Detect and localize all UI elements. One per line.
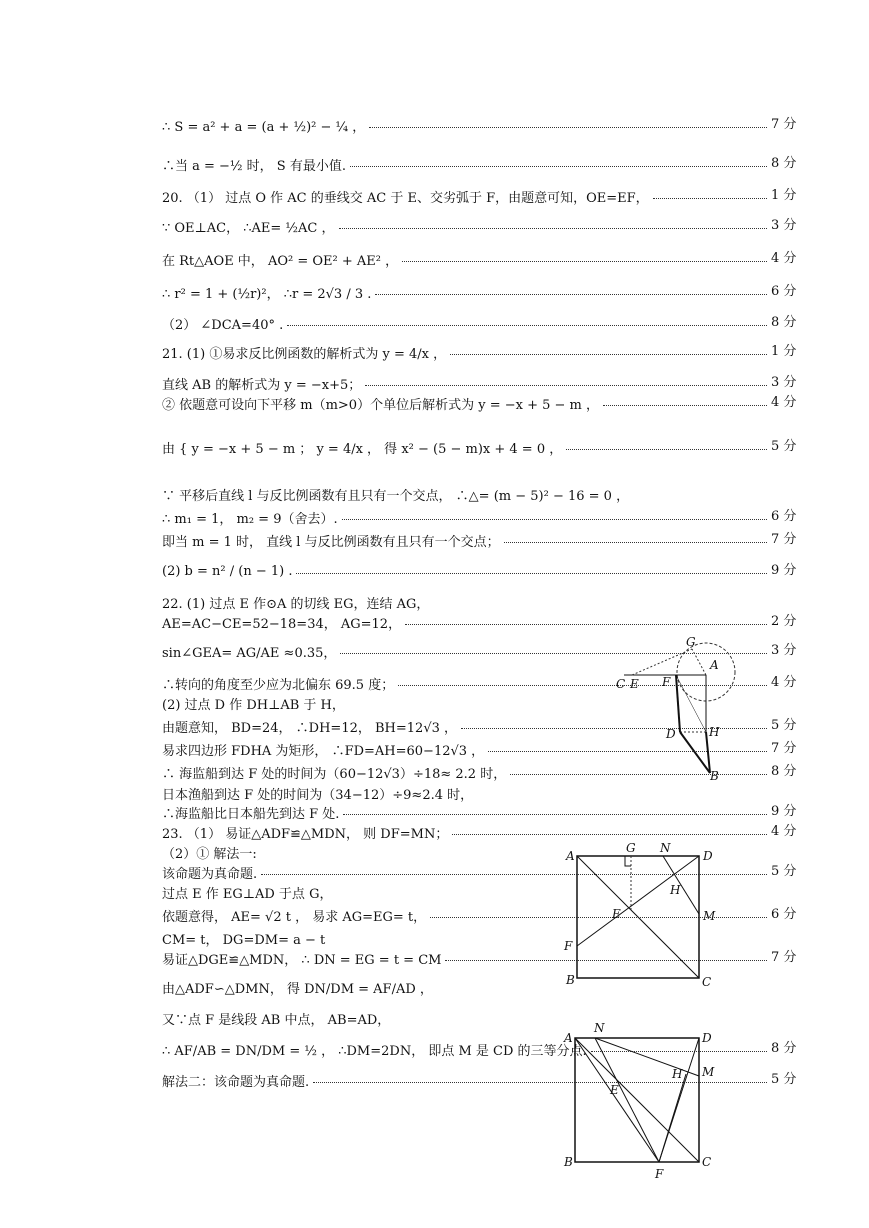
fig22-label-f: F	[662, 675, 671, 689]
answer-line	[162, 184, 797, 208]
fig23b-label-f: F	[655, 1167, 664, 1181]
leader-dots	[342, 519, 767, 520]
fig23a-label-e: E	[612, 907, 621, 921]
leader-dots	[405, 624, 767, 625]
score-label: 7 分	[771, 532, 797, 547]
leader-dots	[369, 127, 767, 128]
score-label: 4 分	[771, 251, 797, 266]
score-label: 4 分	[771, 675, 797, 690]
answer-line-text: ∴ AF/AB = DN/DM = ½ ， ∴DM=2DN， 即点 M 是 CD 的三等分点.	[162, 1043, 587, 1059]
fig23a-label-m: M	[703, 909, 716, 923]
score-label: 7 分	[771, 117, 797, 132]
answer-line-text: 直线 AB 的解析式为 y = −x+5；	[162, 377, 362, 393]
answer-line	[162, 482, 771, 506]
fig23a-label-d: D	[703, 849, 713, 863]
answer-line	[162, 152, 797, 176]
fig22-label-e: E	[630, 677, 639, 691]
score-label: 1 分	[771, 188, 797, 203]
answer-line-text: ∴ 海监船到达 F 处的时间为（60−12√3）÷18≈ 2.2 时，	[162, 766, 507, 782]
score-label: 5 分	[771, 1072, 797, 1087]
score-label: 1 分	[771, 344, 797, 359]
answer-line-text: ∴ S = a² + a = (a + ½)² − ¼ ，	[162, 119, 366, 135]
answer-line-text: 22. (1) 过点 E 作⊙A 的切线 EG，连结 AG，	[162, 596, 430, 612]
answer-line-text: 依题意得， AE= √2 t ， 易求 AG=EG= t，	[162, 909, 427, 925]
answer-line-text: 由△ADF∽△DMN， 得 DN/DM = AF/AD ，	[162, 981, 433, 997]
answer-line-text: 在 Rt△AOE 中， AO² = OE² + AE² ，	[162, 253, 399, 269]
fig22-label-d: D	[666, 727, 676, 741]
score-label: 7 分	[771, 950, 797, 965]
fig23b-label-c: C	[702, 1155, 712, 1169]
answer-line	[162, 340, 797, 364]
fig23a-label-c: C	[702, 975, 712, 989]
answer-line-text: ∴ m₁ = 1， m₂ = 9（舍去）.	[162, 511, 338, 527]
answer-line-text: ∴ r² = 1 + (½r)²， ∴r = 2√3 / 3 .	[162, 286, 372, 302]
leader-dots	[603, 405, 767, 406]
leader-dots	[402, 261, 767, 262]
fig22-label-g: G	[686, 635, 696, 649]
leader-dots	[653, 198, 767, 199]
fig23b-label-e: E	[610, 1083, 619, 1097]
answer-line-text: ∵ 平移后直线 l 与反比例函数有且只有一个交点， ∴△= (m − 5)² − 16 = 0 ，	[162, 488, 630, 504]
score-label: 4 分	[771, 824, 797, 839]
score-label: 8 分	[771, 1041, 797, 1056]
fig23b-label-d: D	[702, 1031, 712, 1045]
score-label: 7 分	[771, 741, 797, 756]
answer-line-text: ∴当 a = −½ 时， S 有最小值.	[162, 158, 346, 174]
score-label: 3 分	[771, 375, 797, 390]
answer-line-text: ② 依题意可设向下平移 m（m>0）个单位后解析式为 y = −x + 5 − m ，	[162, 397, 599, 413]
answer-line-text: 日本渔船到达 F 处的时间为（34−12）÷9≈2.4 时，	[162, 787, 474, 803]
fig23a-label-f: F	[564, 939, 573, 953]
score-label: 2 分	[771, 614, 797, 629]
fig23a-label-g: G	[626, 841, 636, 855]
leader-dots	[296, 573, 767, 574]
fig22-label-c: C	[616, 677, 626, 691]
answer-line	[162, 311, 797, 335]
leader-dots	[339, 228, 768, 229]
answer-line	[162, 528, 797, 552]
score-label: 3 分	[771, 643, 797, 658]
answer-line-text: CM= t， DG=DM= a − t	[162, 932, 326, 948]
answer-line-text: 即当 m = 1 时， 直线 l 与反比例函数有且只有一个交点；	[162, 534, 500, 550]
answer-line-text: 该命题为真命题.	[162, 866, 258, 882]
answer-line-text: 由题意知， BD=24， ∴DH=12， BH=12√3 ，	[162, 720, 458, 736]
answer-line-text: 易证△DGE≌△MDN， ∴ DN = EG = t = CM	[162, 952, 442, 968]
fig22-label-h: H	[709, 725, 720, 739]
answer-line	[162, 559, 797, 583]
score-label: 8 分	[771, 764, 797, 779]
fig23a-label-a: A	[566, 849, 575, 863]
answer-line-text: 由 { y = −x + 5 − m ； y = 4/x ， 得 x² − (5 − m)x + 4 = 0 ，	[162, 441, 563, 457]
figure-23-diagram-2	[560, 1018, 720, 1188]
fig22-label-b: B	[710, 769, 719, 782]
answer-line	[162, 505, 797, 529]
answer-line	[162, 391, 797, 415]
answer-line-text: （2） ∠DCA=40° .	[162, 317, 284, 333]
leader-dots	[375, 294, 767, 295]
score-label: 6 分	[771, 509, 797, 524]
leader-dots	[504, 542, 767, 543]
fig23b-label-n: N	[594, 1021, 605, 1035]
answer-line	[162, 610, 797, 634]
score-label: 3 分	[771, 218, 797, 233]
score-label: 8 分	[771, 156, 797, 171]
answer-line-text: sin∠GEA= AG/AE ≈0.35，	[162, 645, 337, 661]
answer-line-text: 过点 E 作 EG⊥AD 于点 G，	[162, 886, 333, 902]
score-label: 4 分	[771, 395, 797, 410]
answer-line	[162, 435, 797, 459]
answer-line-text: 又∵点 F 是线段 AB 中点， AB=AD，	[162, 1012, 391, 1028]
answer-line-text: 解法二：该命题为真命题.	[162, 1074, 310, 1090]
answer-line	[162, 214, 797, 238]
fig22-label-a: A	[710, 658, 719, 672]
score-label: 6 分	[771, 284, 797, 299]
answer-line-text: 20. （1） 过点 O 作 AC 的垂线交 AC 于 E、交劣弧于 F，由题意可知，OE=EF，	[162, 190, 649, 206]
answer-line-text: ∵ OE⊥AC， ∴AE= ½AC ，	[162, 220, 335, 236]
leader-dots	[343, 814, 767, 815]
leader-dots	[452, 834, 767, 835]
answer-line-text: 21. (1) ①易求反比例函数的解析式为 y = 4/x ，	[162, 346, 447, 362]
answer-line-text: (2) 过点 D 作 DH⊥AB 于 H，	[162, 697, 345, 713]
answer-line-text: (2) b = n² / (n − 1) .	[162, 563, 293, 579]
answer-line-text: （2）① 解法一:	[162, 846, 257, 862]
answer-line	[162, 247, 797, 271]
score-label: 5 分	[771, 439, 797, 454]
score-label: 5 分	[771, 864, 797, 879]
fig23b-label-a: A	[564, 1031, 573, 1045]
fig23a-label-n: N	[660, 841, 671, 855]
figure-23-diagram-1	[560, 840, 720, 990]
answer-line	[162, 113, 797, 137]
fig23b-label-m: M	[702, 1065, 715, 1079]
leader-dots	[287, 325, 767, 326]
fig23a-label-h: H	[670, 883, 681, 897]
leader-dots	[450, 354, 767, 355]
fig23b-label-b: B	[564, 1155, 573, 1169]
leader-dots	[350, 166, 767, 167]
fig23b-label-h: H	[672, 1067, 683, 1081]
leader-dots	[566, 449, 767, 450]
leader-dots	[365, 385, 767, 386]
figure-22-diagram	[610, 632, 750, 782]
score-label: 6 分	[771, 907, 797, 922]
score-label: 9 分	[771, 804, 797, 819]
answer-line-text: 23. （1） 易证△ADF≌△MDN， 则 DF=MN；	[162, 826, 449, 842]
answer-line-text: 易求四边形 FDHA 为矩形， ∴FD=AH=60−12√3 ，	[162, 743, 485, 759]
fig23a-label-b: B	[566, 973, 575, 987]
answer-line-text: AE=AC−CE=52−18=34， AG=12，	[162, 616, 402, 632]
score-label: 5 分	[771, 718, 797, 733]
answer-line-text: ∴海监船比日本船先到达 F 处.	[162, 806, 340, 822]
score-label: 9 分	[771, 563, 797, 578]
answer-line	[162, 280, 797, 304]
score-label: 8 分	[771, 315, 797, 330]
answer-line-text: ∴转向的角度至少应为北偏东 69.5 度；	[162, 677, 395, 693]
